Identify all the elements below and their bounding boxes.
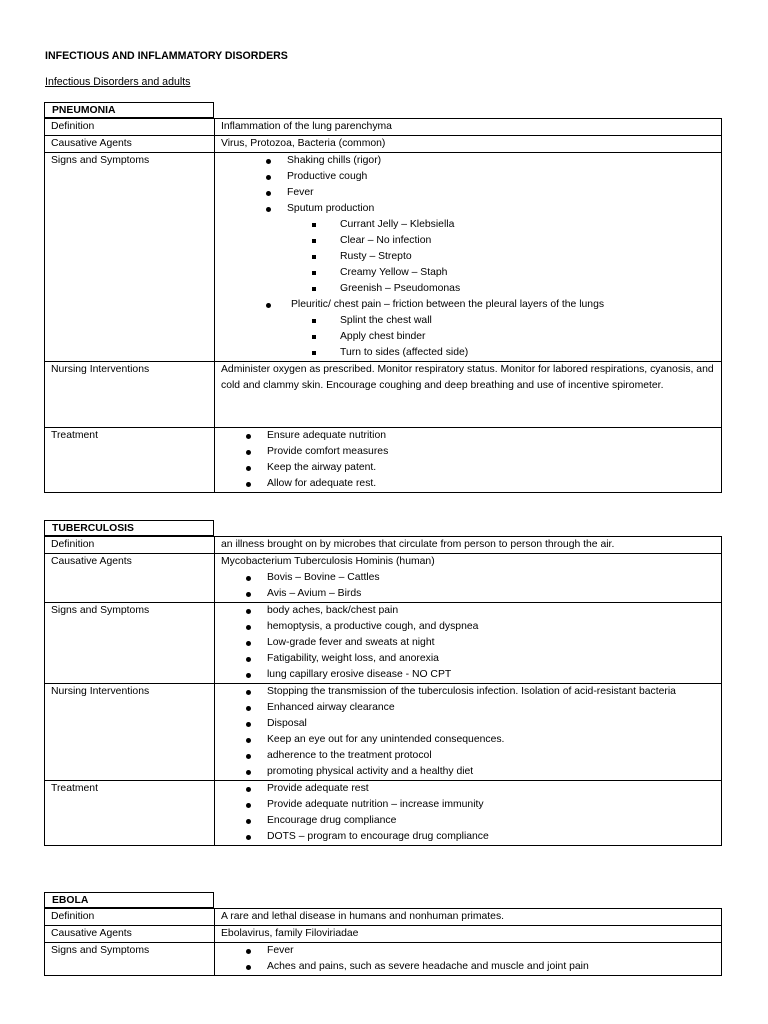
tuberculosis-causative [215,554,722,603]
ebola-causative: Ebolavirus, family Filoviriadae [215,926,722,943]
table-row [45,926,722,943]
list-item: body aches, back/chest pain [267,603,715,619]
tuberculosis-causative-main: Mycobacterium Tuberculosis Hominis (human) [221,556,435,567]
table-row [45,428,722,493]
ebola-heading: EBOLA [44,892,214,908]
ebola-definition: A rare and lethal disease in humans and nonhuman primates. [215,909,722,926]
list-item: Shaking chills (rigor) [287,153,715,169]
list-item: Pleuritic/ chest pain – friction between the pleural layers of the lungs Splint the chest wall Apply chest binder Turn to sides (affected side) [287,297,715,361]
list-item: Low-grade fever and sweats at night [267,635,715,651]
pneumonia-signs [215,153,722,362]
list-item: Fever [287,185,715,201]
table-row [45,136,722,153]
list-item: Allow for adequate rest. [267,476,715,492]
row-label: Signs and Symptoms [45,603,215,684]
pneumonia-section [44,102,722,493]
list-item: Fatigability, weight loss, and anorexia [267,651,715,667]
table-row [45,537,722,554]
table-row [45,909,722,926]
ebola-signs [215,943,722,976]
table-row [45,943,722,976]
table-row [45,554,722,603]
list-item: Encourage drug compliance [267,813,715,829]
list-item: lung capillary erosive disease - NO CPT [267,667,715,683]
list-item: Keep an eye out for any unintended consequences. [267,732,715,748]
row-label: Signs and Symptoms [45,153,215,362]
ebola-table [44,908,722,976]
list-item: Provide adequate rest [267,781,715,797]
list-item: Keep the airway patent. [267,460,715,476]
list-item: Stopping the transmission of the tuberculosis infection. Isolation of acid-resistant bacteria [267,684,715,700]
row-label: Nursing Interventions [45,684,215,781]
list-item: Greenish – Pseudomonas [221,281,715,297]
list-item: Creamy Yellow – Staph [221,265,715,281]
row-label: Definition [45,119,215,136]
tuberculosis-nursing [215,684,722,781]
table-row [45,684,722,781]
row-label: Causative Agents [45,554,215,603]
tuberculosis-heading: TUBERCULOSIS [44,520,214,536]
tuberculosis-definition: an illness brought on by microbes that circulate from person to person through the air. [215,537,722,554]
tuberculosis-treatment [215,781,722,846]
pneumonia-heading: PNEUMONIA [44,102,214,118]
ebola-section [44,892,722,976]
pneumonia-treatment [215,428,722,493]
list-item: Productive cough [287,169,715,185]
list-item: Rusty – Strepto [221,249,715,265]
pneumonia-causative: Virus, Protozoa, Bacteria (common) [215,136,722,153]
row-label: Nursing Interventions [45,362,215,428]
list-item: Bovis – Bovine – Cattles [267,570,715,586]
list-item: Sputum production Currant Jelly – Klebsiella Clear – No infection Rusty – Strepto Creamy Yellow – Staph Greenish – Pseudomonas [287,201,715,297]
list-item: promoting physical activity and a healthy diet [267,764,715,780]
list-item: Clear – No infection [221,233,715,249]
list-item: Splint the chest wall [221,313,715,329]
tuberculosis-table [44,536,722,846]
row-label: Signs and Symptoms [45,943,215,976]
table-row [45,153,722,362]
document-title: INFECTIOUS AND INFLAMMATORY DISORDERS [45,50,288,62]
row-label: Causative Agents [45,926,215,943]
table-row [45,119,722,136]
list-item: DOTS – program to encourage drug compliance [267,829,715,845]
tuberculosis-section [44,520,722,846]
tuberculosis-signs [215,603,722,684]
list-item: Turn to sides (affected side) [221,345,715,361]
list-item: Currant Jelly – Klebsiella [221,217,715,233]
list-item: adherence to the treatment protocol [267,748,715,764]
table-row [45,362,722,428]
list-item: Apply chest binder [221,329,715,345]
document-subtitle: Infectious Disorders and adults [45,76,191,88]
row-label: Treatment [45,428,215,493]
list-item: Disposal [267,716,715,732]
row-label: Treatment [45,781,215,846]
pneumonia-nursing: Administer oxygen as prescribed. Monitor respiratory status. Monitor for labored respirations, cyanosis, and cold and clammy skin. Encourage coughing and deep breathing and use of incentive spirometer. [215,362,722,428]
row-label: Definition [45,909,215,926]
list-item: Provide comfort measures [267,444,715,460]
table-row [45,603,722,684]
pneumonia-definition: Inflammation of the lung parenchyma [215,119,722,136]
list-item: Aches and pains, such as severe headache and muscle and joint pain [267,959,715,975]
row-label: Causative Agents [45,136,215,153]
row-label: Definition [45,537,215,554]
list-item: Ensure adequate nutrition [267,428,715,444]
list-item: Enhanced airway clearance [267,700,715,716]
list-item: hemoptysis, a productive cough, and dyspnea [267,619,715,635]
pneumonia-table [44,118,722,493]
list-item: Fever [267,943,715,959]
list-item: Avis – Avium – Birds [267,586,715,602]
table-row [45,781,722,846]
list-item: Provide adequate nutrition – increase immunity [267,797,715,813]
